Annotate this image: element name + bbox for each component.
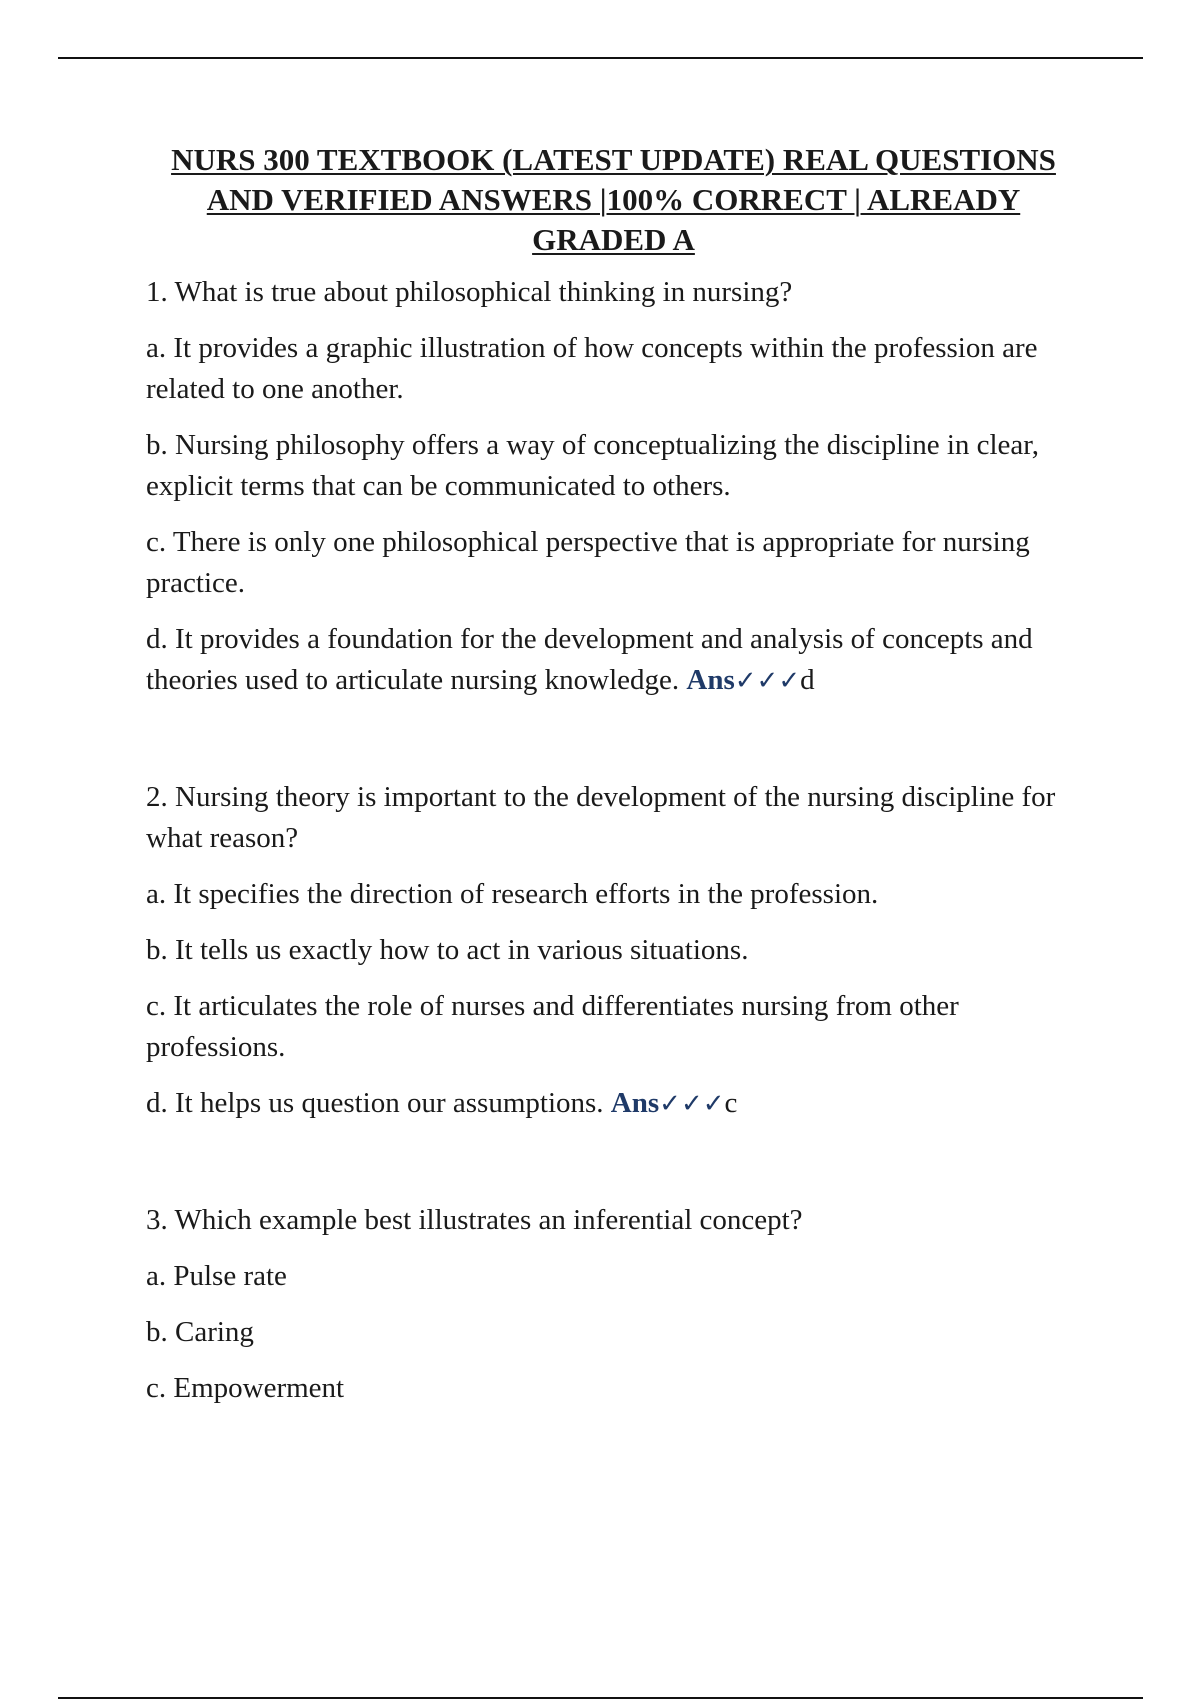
question-stem: 2. Nursing theory is important to the development of the nursing discipline for what reason? — [146, 781, 1056, 854]
answer-option-with-key — [146, 1083, 1081, 1125]
answer-option: b. Caring — [146, 1316, 254, 1348]
document-title — [146, 140, 1081, 260]
answer-option: c. There is only one philosophical perspective that is appropriate for nursing practice. — [146, 526, 1030, 599]
answer-option: a. Pulse rate — [146, 1260, 287, 1292]
question-block — [146, 777, 1081, 1125]
answer-option: a. It specifies the direction of research efforts in the profession. — [146, 878, 879, 910]
checkmark-icon: ✓✓✓ — [734, 666, 801, 696]
spacer — [146, 1140, 1081, 1200]
question-stem: 1. What is true about philosophical thinking in nursing? — [146, 276, 793, 308]
top-rule — [58, 57, 1143, 59]
question-block — [146, 272, 1081, 702]
title-line: NURS 300 TEXTBOOK (LATEST UPDATE) REAL QUESTIONS — [171, 142, 1056, 177]
answer-option: a. It provides a graphic illustration of how concepts within the profession are related to one another. — [146, 332, 1038, 405]
answer-label: Ans — [610, 1087, 660, 1119]
title-line: GRADED A — [532, 222, 695, 257]
answer-option: d. It helps us question our assumptions. — [146, 1087, 604, 1119]
answer-option: b. Nursing philosophy offers a way of conceptualizing the discipline in clear, explicit terms that can be communicated to others. — [146, 429, 1040, 502]
checkmark-icon: ✓✓✓ — [659, 1089, 725, 1119]
spacer — [146, 717, 1081, 777]
bottom-rule — [58, 1697, 1143, 1699]
answer-option: b. It tells us exactly how to act in various situations. — [146, 934, 749, 966]
answer-option: c. It articulates the role of nurses and differentiates nursing from other professions. — [146, 990, 959, 1063]
document-body — [146, 140, 1081, 1424]
title-line: AND VERIFIED ANSWERS |100% CORRECT | ALREADY — [206, 182, 1021, 217]
answer-option-with-key — [146, 619, 1081, 702]
question-block — [146, 1200, 1081, 1409]
answer-option: c. Empowerment — [146, 1372, 345, 1404]
answer-label: Ans — [686, 664, 735, 696]
answer-key: d — [800, 664, 815, 696]
answer-option: d. It provides a foundation for the development and analysis of concepts and theories used to articulate nursing knowledge. — [146, 623, 1033, 696]
question-stem: 3. Which example best illustrates an inferential concept? — [146, 1204, 803, 1236]
answer-key: c — [724, 1087, 738, 1119]
